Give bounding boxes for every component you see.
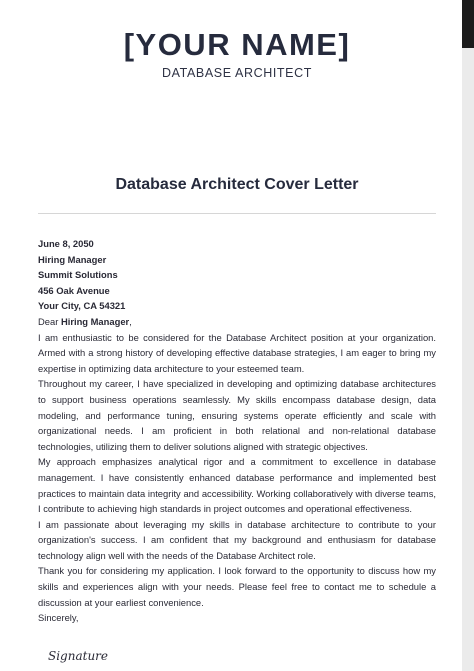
salutation-name: Hiring Manager [60, 315, 130, 327]
recipient-city: Your City, CA 54321 [38, 300, 126, 312]
letter-date: June 8, 2050 [38, 238, 94, 249]
letter-body [38, 236, 436, 626]
signature: Signature [48, 649, 109, 663]
recipient-company: Summit Solutions [38, 269, 118, 281]
title-divider [38, 213, 436, 214]
scrollbar[interactable] [462, 0, 474, 671]
recipient-name: Hiring Manager [38, 253, 107, 265]
paragraph-experience: Throughout my career, I have specialized in developing and optimizing database architectures to support business operations seamlessly. My skills encompass database design, data modeling, and performance tuning, ensuring systems operate efficiently and scale with organizational needs. I am proficient in both relational and non-relational database technologies, utilizing them to deliver solutions aligned with strategic objectives. [38, 378, 436, 452]
salutation-prefix: Dear [38, 315, 61, 327]
salutation [38, 314, 436, 330]
paragraph-thanks: Thank you for considering my application. I look forward to the opportunity to discuss how my skills and experiences align with your needs. Please feel free to contact me to schedule a discussion at your earliest convenience. [38, 565, 436, 608]
salutation-suffix: , [129, 315, 132, 327]
closing: Sincerely, [38, 612, 79, 624]
paragraph-passion: I am passionate about leveraging my skills in database architecture to contribute to your organization's success. I am confident that my background and enthusiasm for database technology align well with the needs of the Database Architect role. [38, 518, 436, 561]
applicant-job-title: DATABASE ARCHITECT [162, 66, 312, 80]
paragraph-approach: My approach emphasizes analytical rigor and a commitment to excellence in database management. I have consistently enhanced database performance and implemented best practices to maintain data integrity and accessibility. Working collaboratively with diverse teams, I contribute to achieving high standards in project outcomes and operational effectiveness. [38, 456, 436, 515]
document-title: Database Architect Cover Letter [115, 176, 359, 193]
applicant-name: [YOUR NAME] [123, 27, 351, 62]
recipient-street: 456 Oak Avenue [38, 284, 110, 296]
paragraph-intro: I am enthusiastic to be considered for the Database Architect position at your organization. Armed with a strong history of developing effective database strategies, I am eager to bring my expertise in optimizing data architecture to your esteemed team. [38, 331, 436, 374]
